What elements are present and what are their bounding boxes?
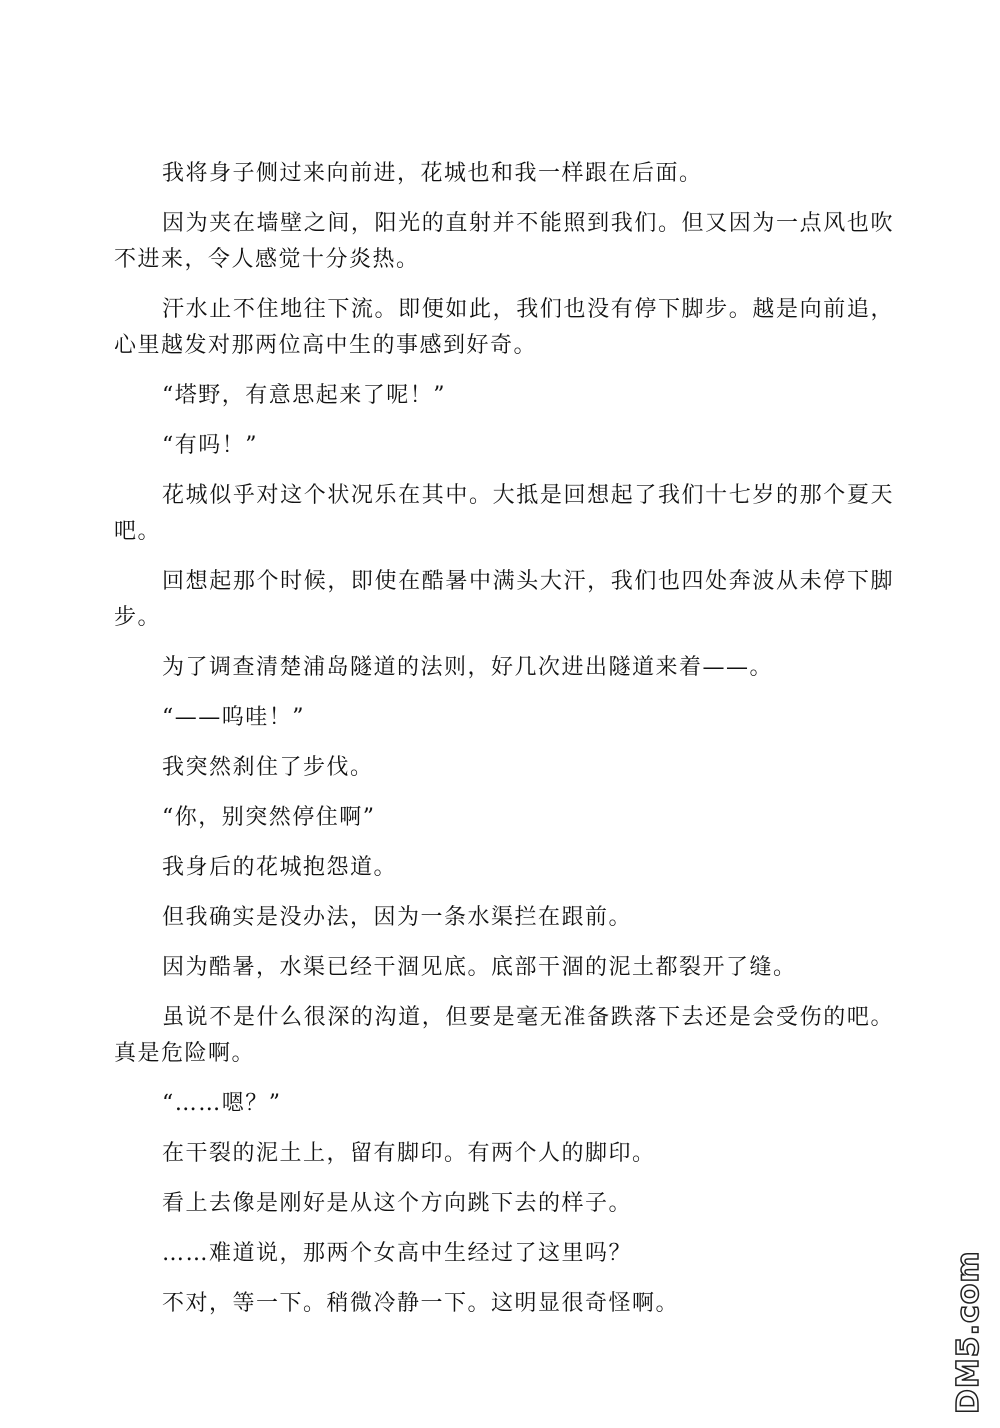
paragraph: 虽说不是什么很深的沟道，但要是毫无准备跌落下去还是会受伤的吧。真是危险啊。 (114, 1005, 894, 1066)
text-body (114, 156, 894, 1336)
paragraph: “塔野，有意思起来了呢！” (162, 383, 446, 408)
paragraph: “你，别突然停住啊” (162, 805, 376, 830)
paragraph: 汗水止不住地往下流。即便如此，我们也没有停下脚步。越是向前追，心里越发对那两位高中生的事感到好奇。 (114, 297, 894, 358)
paragraph: 我将身子侧过来向前进，花城也和我一样跟在后面。 (162, 161, 703, 186)
paragraph: 在干裂的泥土上，留有脚印。有两个人的脚印。 (162, 1141, 656, 1166)
paragraph: ……难道说，那两个女高中生经过了这里吗？ (162, 1241, 633, 1266)
paragraph: 看上去像是刚好是从这个方向跳下去的样子。 (162, 1191, 633, 1216)
paragraph: 为了调查清楚浦岛隧道的法则，好几次进出隧道来着——。 (162, 655, 774, 680)
paragraph: 因为夹在墙壁之间，阳光的直射并不能照到我们。但又因为一点风也吹不进来，令人感觉十分炎热。 (114, 211, 894, 272)
paragraph: 回想起那个时候，即使在酷暑中满头大汗，我们也四处奔波从未停下脚步。 (114, 569, 894, 630)
paragraph: 因为酷暑，水渠已经干涸见底。底部干涸的泥土都裂开了缝。 (162, 955, 797, 980)
paragraph: 我突然刹住了步伐。 (162, 755, 374, 780)
paragraph: “有吗！” (162, 433, 258, 458)
paragraph: 我身后的花城抱怨道。 (162, 855, 398, 880)
paragraph: 不对，等一下。稍微冷静一下。这明显很奇怪啊。 (162, 1291, 680, 1316)
paragraph: “——呜哇！” (162, 705, 305, 730)
watermark-logo (948, 1250, 988, 1418)
paragraph: 但我确实是没办法，因为一条水渠拦在跟前。 (162, 905, 633, 930)
watermark-text: DM5.com (951, 1250, 986, 1414)
paragraph: “……嗯？” (162, 1091, 282, 1116)
paragraph: 花城似乎对这个状况乐在其中。大抵是回想起了我们十七岁的那个夏天吧。 (114, 483, 894, 544)
